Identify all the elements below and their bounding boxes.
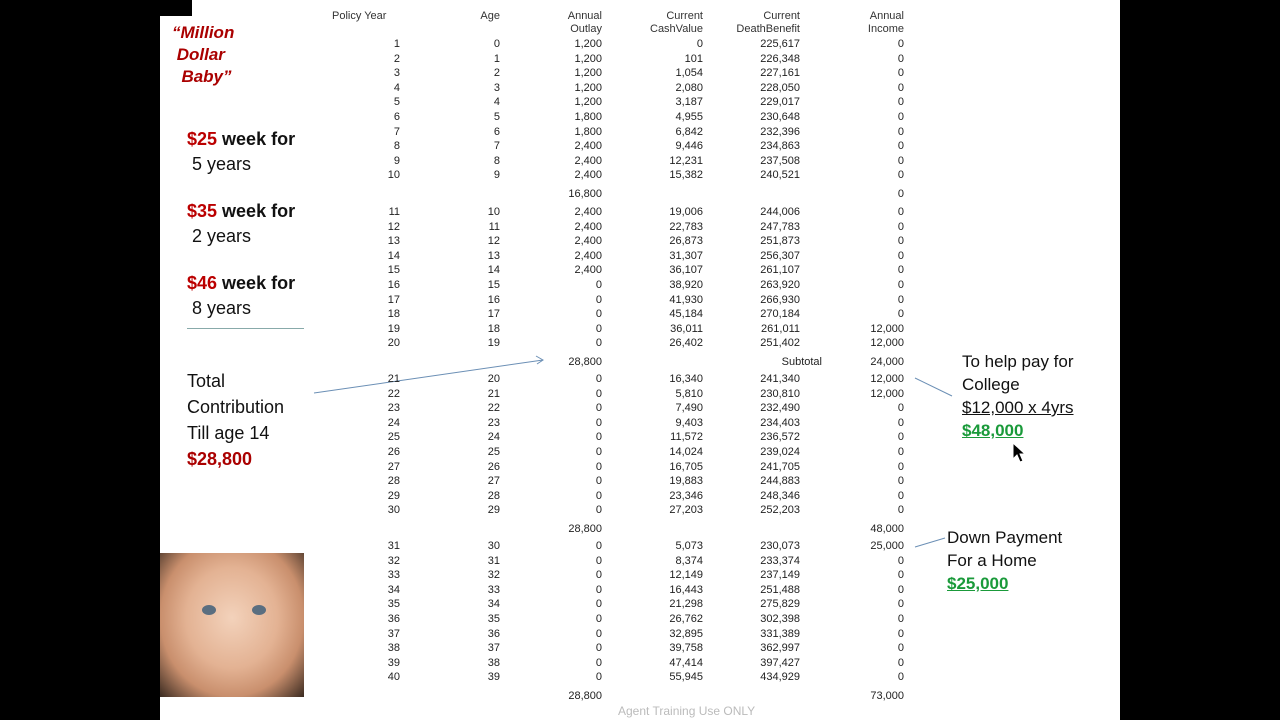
table-cell: 14 (487, 264, 500, 277)
table-cell: 0 (595, 337, 602, 350)
table-cell: 14 (387, 249, 400, 262)
table-cell: 0 (897, 460, 904, 473)
table-cell: 239,024 (760, 446, 800, 458)
table-cell: 251,873 (760, 235, 800, 248)
table-cell: 4 (393, 81, 400, 94)
table-cell: 0 (696, 38, 703, 50)
table-cell: 244,883 (760, 475, 800, 488)
note-line: $12,000 x 4yrs (962, 398, 1074, 417)
table-cell: 10 (487, 206, 500, 218)
table-cell: 0 (897, 656, 904, 669)
table-cell: 0 (897, 206, 904, 218)
plan-1 (187, 127, 295, 177)
table-cell: 34 (387, 583, 400, 596)
table-cell: 0 (897, 169, 904, 182)
table-cell: 0 (595, 627, 602, 640)
table-cell: 1,200 (574, 38, 602, 50)
table-cell: 0 (595, 373, 602, 385)
table-cell: 0 (897, 111, 904, 123)
table-cell: 0 (897, 96, 904, 109)
column-header: Policy Year (332, 10, 387, 22)
table-cell: 237,149 (760, 569, 800, 582)
table-cell: 0 (595, 308, 602, 321)
plan-amount: $46 (187, 273, 218, 293)
table-cell: 0 (897, 446, 904, 458)
table-cell: 0 (897, 613, 904, 625)
table-cell: 0 (595, 598, 602, 611)
table-cell: 1,800 (574, 111, 602, 123)
table-cell: 13 (387, 235, 400, 248)
table-cell: 45,184 (669, 308, 703, 321)
table-cell: 0 (897, 504, 904, 517)
table-cell: 0 (897, 279, 904, 291)
table-cell: 19 (387, 322, 400, 335)
table-cell: 9,446 (675, 140, 703, 153)
table-cell: 16 (387, 279, 400, 291)
table-cell: 0 (595, 293, 602, 306)
column-header: Age (480, 10, 500, 22)
table-cell: 16 (487, 293, 500, 306)
table-cell: 251,488 (760, 583, 800, 596)
table-cell: 12,231 (669, 154, 703, 167)
plan-text: week for (217, 201, 296, 221)
table-cell: 0 (595, 642, 602, 655)
table-cell: 233,374 (760, 554, 800, 567)
plan-amount: $25 (187, 129, 218, 149)
table-cell: 2,400 (574, 220, 602, 233)
table-cell: 16,705 (669, 460, 703, 473)
total-cell: 24,000 (870, 356, 904, 368)
table-cell: 47,414 (669, 656, 703, 669)
table-cell: 33 (387, 569, 400, 582)
table-cell: 0 (897, 140, 904, 153)
table-cell: 26,873 (669, 235, 703, 248)
table-cell: 38 (387, 642, 400, 655)
arrow-line (915, 538, 945, 547)
total-cell: 28,800 (568, 356, 602, 368)
table-cell: 0 (595, 613, 602, 625)
table-cell: 225,617 (760, 38, 800, 50)
table-cell: 16,340 (669, 373, 703, 385)
table-cell: 3,187 (675, 96, 703, 109)
table-cell: 240,521 (760, 169, 800, 182)
table-cell: 0 (897, 583, 904, 596)
plan-2 (187, 199, 295, 249)
table-cell: 2,400 (574, 235, 602, 248)
table-cell: 2 (393, 52, 400, 65)
table-cell: 26,402 (669, 337, 703, 350)
table-cell: 234,863 (760, 140, 800, 153)
table-cell: 230,648 (760, 111, 800, 123)
table-cell: 302,398 (760, 613, 800, 625)
table-cell: 226,348 (760, 52, 800, 65)
table-cell: 0 (897, 416, 904, 429)
table-cell: 0 (595, 402, 602, 415)
table-cell: 0 (595, 554, 602, 567)
baby-eye (252, 605, 266, 615)
table-cell: 27,203 (669, 504, 703, 517)
table-cell: 27 (487, 475, 500, 488)
table-cell: 0 (897, 627, 904, 640)
table-cell: 2,400 (574, 169, 602, 182)
table-cell: 23 (487, 416, 500, 429)
table-cell: 0 (595, 431, 602, 444)
table-cell: 39 (387, 656, 400, 669)
table-cell: 19,883 (669, 475, 703, 488)
table-cell: 36 (487, 627, 500, 640)
table-cell: 19 (487, 337, 500, 350)
table-cell: 0 (897, 402, 904, 415)
table-cell: 0 (897, 671, 904, 684)
table-cell: 0 (595, 460, 602, 473)
table-cell: 41,930 (669, 293, 703, 306)
column-header: Annual Income (867, 10, 904, 35)
table-cell: 331,389 (760, 627, 800, 640)
table-cell: 18 (387, 308, 400, 321)
table-cell: 0 (595, 540, 602, 552)
table-cell: 3 (393, 67, 400, 80)
table-cell: 36,107 (669, 264, 703, 277)
table-cell: 5,073 (675, 540, 703, 552)
table-cell: 21,298 (669, 598, 703, 611)
table-cell: 9 (393, 154, 400, 167)
table-cell: 12,000 (870, 337, 904, 350)
table-cell: 0 (595, 416, 602, 429)
table-cell: 0 (595, 475, 602, 488)
table-cell: 20 (387, 337, 400, 350)
table-cell: 8 (493, 154, 500, 167)
table-cell: 362,997 (760, 642, 800, 655)
table-cell: 6 (493, 125, 500, 138)
table-cell: 234,403 (760, 416, 800, 429)
table-cell: 0 (897, 249, 904, 262)
plan-years: 5 years (192, 154, 252, 174)
table-cell: 9,403 (675, 416, 703, 429)
table-cell: 21 (387, 373, 400, 385)
note-line: For a Home (947, 551, 1037, 570)
table-cell: 12,149 (669, 569, 703, 582)
column-header: Annual Outlay (567, 10, 602, 35)
table-cell: 0 (595, 569, 602, 582)
table-cell: 22,783 (669, 220, 703, 233)
table-cell: 37 (387, 627, 400, 640)
table-cell: 2,080 (675, 81, 703, 94)
table-cell: 2,400 (574, 154, 602, 167)
table-cell: 261,107 (760, 264, 800, 277)
table-cell: 0 (595, 671, 602, 684)
college-note (962, 350, 1074, 442)
table-cell: 101 (684, 52, 703, 65)
table-cell: 0 (897, 125, 904, 138)
table-cell: 23 (387, 402, 400, 415)
table-cell: 30 (387, 504, 400, 517)
table-cell: 0 (897, 308, 904, 321)
table-cell: 230,810 (760, 387, 800, 400)
total-cell: Subtotal (781, 356, 822, 368)
table-cell: 15,382 (669, 169, 703, 182)
table-cell: 27 (387, 460, 400, 473)
table-cell: 6 (393, 111, 400, 123)
table-cell: 0 (897, 489, 904, 502)
column-header: Current CashValue (650, 10, 703, 35)
table-cell: 0 (595, 279, 602, 291)
note-line: Down Payment (947, 528, 1063, 547)
table-cell: 55,945 (669, 671, 703, 684)
table-cell: 0 (897, 554, 904, 567)
table-cell: 37 (487, 642, 500, 655)
table-cell: 7 (493, 140, 500, 153)
baby-eye (202, 605, 216, 615)
table-cell: 12,000 (870, 322, 904, 335)
table-cell: 1,054 (675, 67, 703, 80)
watermark: Agent Training Use ONLY (618, 704, 756, 718)
table-cell: 12,000 (870, 387, 904, 400)
table-cell: 244,006 (760, 206, 800, 218)
table-cell: 5,810 (675, 387, 703, 400)
table-cell: 0 (897, 293, 904, 306)
table-cell: 1 (493, 52, 500, 65)
total-line: Total (187, 371, 226, 391)
table-cell: 232,396 (760, 125, 800, 138)
table-cell: 11,572 (670, 431, 703, 444)
plan-text: week for (217, 129, 296, 149)
table-cell: 15 (387, 264, 400, 277)
table-cell: 26 (487, 460, 500, 473)
table-cell: 24 (487, 431, 500, 444)
table-cell: 28 (487, 489, 500, 502)
table-cell: 434,929 (760, 671, 800, 684)
table-cell: 1 (393, 38, 400, 50)
table-cell: 2 (493, 67, 500, 80)
table-cell: 0 (595, 583, 602, 596)
table-cell: 266,930 (760, 293, 800, 306)
table-cell: 8 (393, 140, 400, 153)
table-cell: 397,427 (760, 656, 800, 669)
college-amount: $48,000 (962, 421, 1024, 440)
plan-3 (187, 271, 295, 321)
table-cell: 0 (897, 235, 904, 248)
table-cell: 232,490 (760, 402, 800, 415)
table-cell: 0 (897, 475, 904, 488)
table-cell: 1,200 (574, 96, 602, 109)
table-cell: 2,400 (574, 206, 602, 218)
total-cell: 48,000 (870, 523, 904, 535)
plan-years: 8 years (192, 298, 252, 318)
table-cell: 0 (897, 81, 904, 94)
table-cell: 18 (487, 322, 500, 335)
table-cell: 40 (387, 671, 400, 684)
table-cell: 2,400 (574, 140, 602, 153)
table-cell: 24 (387, 416, 400, 429)
table-cell: 22 (487, 402, 500, 415)
table-cell: 0 (897, 67, 904, 80)
table-cell: 0 (595, 489, 602, 502)
table-cell: 19,006 (669, 206, 703, 218)
table-cell: 0 (493, 38, 500, 50)
table-cell: 39 (487, 671, 500, 684)
table-cell: 1,200 (574, 67, 602, 80)
table-cell: 26,762 (669, 613, 703, 625)
table-cell: 26 (387, 446, 400, 458)
table-cell: 0 (897, 569, 904, 582)
table-cell: 0 (897, 598, 904, 611)
black-corner (160, 0, 192, 16)
table-cell: 0 (595, 446, 602, 458)
table-cell: 0 (595, 322, 602, 335)
table-cell: 228,050 (760, 81, 800, 94)
note-line: To help pay for (962, 352, 1074, 371)
table-cell: 12,000 (870, 373, 904, 385)
table-cell: 0 (595, 387, 602, 400)
table-cell: 31 (487, 554, 500, 567)
slide-title: “Million Dollar Baby” (172, 23, 235, 86)
table-cell: 241,705 (760, 460, 800, 473)
table-cell: 17 (387, 293, 400, 306)
table-cell: 38,920 (669, 279, 703, 291)
table-cell: 0 (897, 642, 904, 655)
total-cell: 73,000 (870, 690, 904, 702)
plan-years: 2 years (192, 226, 252, 246)
table-cell: 7,490 (675, 402, 703, 415)
note-line: College (962, 375, 1020, 394)
column-header: Current DeathBenefit (736, 10, 800, 35)
table-cell: 230,073 (760, 540, 800, 552)
table-cell: 229,017 (760, 96, 800, 109)
table-cell: 22 (387, 387, 400, 400)
table-cell: 32 (387, 554, 400, 567)
table-cell: 8,374 (675, 554, 703, 567)
total-cell: 16,800 (568, 188, 602, 200)
table-cell: 1,200 (574, 52, 602, 65)
table-cell: 11 (488, 220, 500, 233)
table-cell: 23,346 (669, 489, 703, 502)
table-cell: 20 (487, 373, 500, 385)
table-cell: 36 (387, 613, 400, 625)
table-cell: 35 (487, 613, 500, 625)
table-cell: 21 (487, 387, 500, 400)
table-cell: 252,203 (760, 504, 800, 517)
total-amount: $28,800 (187, 449, 253, 469)
table-cell: 0 (897, 52, 904, 65)
table-cell: 34 (487, 598, 500, 611)
total-cell: 0 (897, 188, 904, 200)
table-cell: 7 (393, 125, 400, 138)
table-cell: 0 (897, 38, 904, 50)
table-cell: 39,758 (669, 642, 703, 655)
table-cell: 28 (387, 475, 400, 488)
table-cell: 1,800 (574, 125, 602, 138)
table-cell: 9 (493, 169, 500, 182)
table-cell: 36,011 (670, 322, 703, 335)
table-cell: 241,340 (760, 373, 800, 385)
table-cell: 15 (487, 279, 500, 291)
table-cell: 227,161 (760, 67, 800, 80)
table-cell: 31 (387, 540, 400, 552)
table-cell: 0 (897, 220, 904, 233)
table-cell: 11 (388, 206, 400, 218)
table-cell: 0 (595, 656, 602, 669)
table-cell: 31,307 (669, 249, 703, 262)
table-cell: 4 (493, 96, 500, 109)
table-cell: 5 (393, 96, 400, 109)
table-cell: 0 (897, 431, 904, 444)
table-cell: 4,955 (675, 111, 703, 123)
table-cell: 6,842 (675, 125, 703, 138)
table-cell: 16,443 (669, 583, 703, 596)
table-cell: 10 (387, 169, 400, 182)
table-cell: 17 (487, 308, 500, 321)
plan-text: week for (217, 273, 296, 293)
table-cell: 251,402 (760, 337, 800, 350)
table-cell: 247,783 (760, 220, 800, 233)
table-cell: 32,895 (669, 627, 703, 640)
table-cell: 2,400 (574, 264, 602, 277)
table-cell: 33 (487, 583, 500, 596)
table-cell: 237,508 (760, 154, 800, 167)
total-cell: 28,800 (568, 690, 602, 702)
plan-amount: $35 (187, 201, 218, 221)
table-cell: 0 (595, 504, 602, 517)
table-cell: 25,000 (870, 540, 904, 552)
table-cell: 35 (387, 598, 400, 611)
table-cell: 275,829 (760, 598, 800, 611)
divider (187, 328, 304, 329)
table-cell: 263,920 (760, 279, 800, 291)
table-cell: 14,024 (669, 446, 703, 458)
table-cell: 29 (487, 504, 500, 517)
table-cell: 32 (487, 569, 500, 582)
table-cell: 0 (897, 264, 904, 277)
total-line: Till age 14 (187, 423, 270, 443)
table-cell: 270,184 (760, 308, 800, 321)
total-cell: 28,800 (568, 523, 602, 535)
home-amount: $25,000 (947, 574, 1009, 593)
table-cell: 12 (387, 220, 400, 233)
arrow-line (915, 378, 952, 396)
mouse-cursor-icon (1012, 442, 1028, 464)
baby-photo (160, 553, 304, 697)
table-cell: 236,572 (760, 431, 800, 444)
total-contribution (187, 368, 284, 472)
table-cell: 29 (387, 489, 400, 502)
table-cell: 25 (387, 431, 400, 444)
table-cell: 5 (493, 111, 500, 123)
table-cell: 1,200 (574, 81, 602, 94)
table-cell: 13 (487, 249, 500, 262)
table-cell: 256,307 (760, 249, 800, 262)
total-line: Contribution (187, 397, 285, 417)
home-note (947, 526, 1062, 595)
table-cell: 38 (487, 656, 500, 669)
table-cell: 0 (897, 154, 904, 167)
table-cell: 2,400 (574, 249, 602, 262)
table-cell: 25 (487, 446, 500, 458)
table-cell: 30 (487, 540, 500, 552)
table-cell: 248,346 (760, 489, 800, 502)
table-cell: 3 (493, 81, 500, 94)
table-cell: 12 (487, 235, 500, 248)
table-cell: 261,011 (761, 322, 800, 335)
